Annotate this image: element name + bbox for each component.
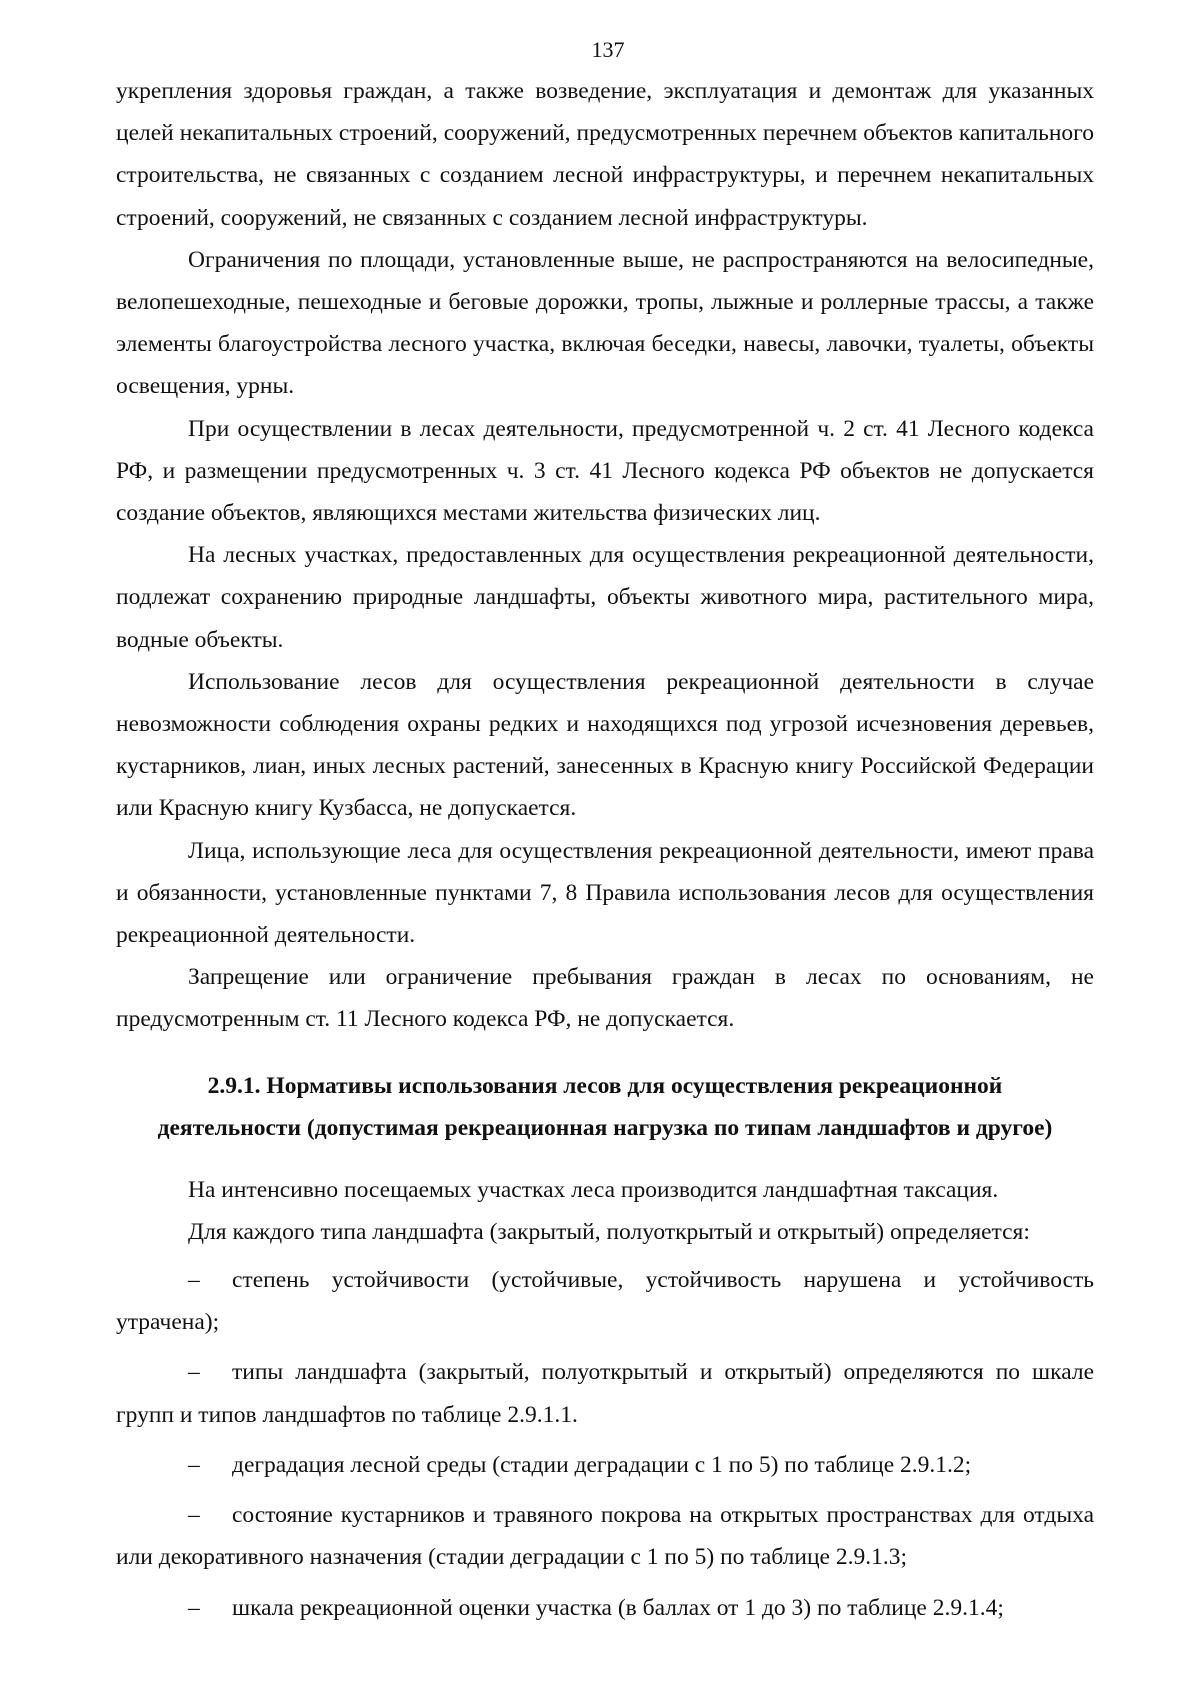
paragraph-area-restrictions: Ограничения по площади, установленные выше, не распространяются на велосипедные, велопешеходные, пешеходные и беговые дорожки, тропы, лыжные и роллерные трассы, а также элементы благоустройства лесного участка, включая беседки, навесы, лавочки, туалеты, объекты освещения, урны. — [116, 246, 1094, 400]
list-dash: – — [188, 1267, 200, 1294]
criteria-list — [116, 1259, 1094, 1629]
section-heading-line-2: деятельности (допустимая рекреационная нагрузка по типам ландшафтов и другое) — [157, 1114, 1053, 1141]
paragraph-landscape-preservation: На лесных участках, предоставленных для осуществления рекреационной деятельности, подлежат сохранению природные ландшафты, объекты животного мира, растительного мира, водные объекты. — [116, 542, 1094, 653]
list-dash: – — [188, 1502, 200, 1529]
paragraph-continuation: укрепления здоровья граждан, а также возведение, эксплуатация и демонтаж для указанных целей некапитальных строений, сооружений, предусмотренных перечнем объектов капитального строительства, не связанных с созданием лесной инфраструктуры, и перечнем некапитальных строений, сооружений, не связанных с созданием лесной инфраструктуры. — [116, 78, 1094, 231]
page-number: 137 — [591, 37, 625, 62]
list-item-text: типы ландшафта (закрытый, полуоткрытый и открытый) определяются по шкале групп и типов ландшафтов по таблице 2.9.1.1. — [116, 1359, 1094, 1428]
list-dash: – — [188, 1451, 200, 1478]
section-heading — [116, 1065, 1094, 1149]
list-item-text: степень устойчивости (устойчивые, устойчивость нарушена и устойчивость утрачена); — [116, 1267, 1094, 1336]
list-item — [116, 1587, 1094, 1629]
list-item — [116, 1259, 1094, 1343]
list-item-text: состояние кустарников и травяного покрова на открытых пространствах для отдыха или декоративного назначения (стадии деградации с 1 по 5) по таблице 2.9.1.3; — [116, 1502, 1094, 1571]
paragraph-rights-obligations: Лица, использующие леса для осуществления рекреационной деятельности, имеют права и обязанности, установленные пунктами 7, 8 Правила использования лесов для осуществления рекреационной деятельности. — [116, 837, 1094, 949]
paragraph-landscape-taxation: На интенсивно посещаемых участках леса производится ландшафтная таксация. — [188, 1176, 999, 1203]
list-item — [116, 1351, 1094, 1435]
list-item-text: деградация лесной среды (стадии деградации с 1 по 5) по таблице 2.9.1.2; — [232, 1451, 972, 1478]
paragraph-red-book: Использование лесов для осуществления рекреационной деятельности в случае невозможности соблюдения охраны редких и находящихся под угрозой исчезновения деревьев, кустарников, лиан, иных лесных растений, занесенных в Красную книгу Российской Федерации или Красную книгу Кузбасса, не допускается. — [116, 668, 1094, 822]
section-heading-line-1: 2.9.1. Нормативы использования лесов для осуществления рекреационной — [207, 1072, 1003, 1099]
paragraph-stay-restriction: Запрещение или ограничение пребывания граждан в лесах по основаниям, не предусмотренным ст. 11 Лесного кодекса РФ, не допускается. — [116, 964, 1094, 1033]
list-item-text: шкала рекреационной оценки участка (в баллах от 1 до 3) по таблице 2.9.1.4; — [232, 1594, 1004, 1621]
list-item — [116, 1444, 1094, 1486]
paragraph-landscape-types-intro: Для каждого типа ландшафта (закрытый, полуоткрытый и открытый) определяется: — [188, 1218, 1030, 1245]
list-dash: – — [188, 1594, 200, 1621]
paragraph-residence-prohibition: При осуществлении в лесах деятельности, предусмотренной ч. 2 ст. 41 Лесного кодекса РФ, и размещении предусмотренных ч. 3 ст. 41 Лесного кодекса РФ объектов не допускается создание объектов, являющихся местами жительства физических лиц. — [116, 415, 1094, 527]
list-item — [116, 1494, 1094, 1578]
list-dash: – — [188, 1359, 200, 1386]
